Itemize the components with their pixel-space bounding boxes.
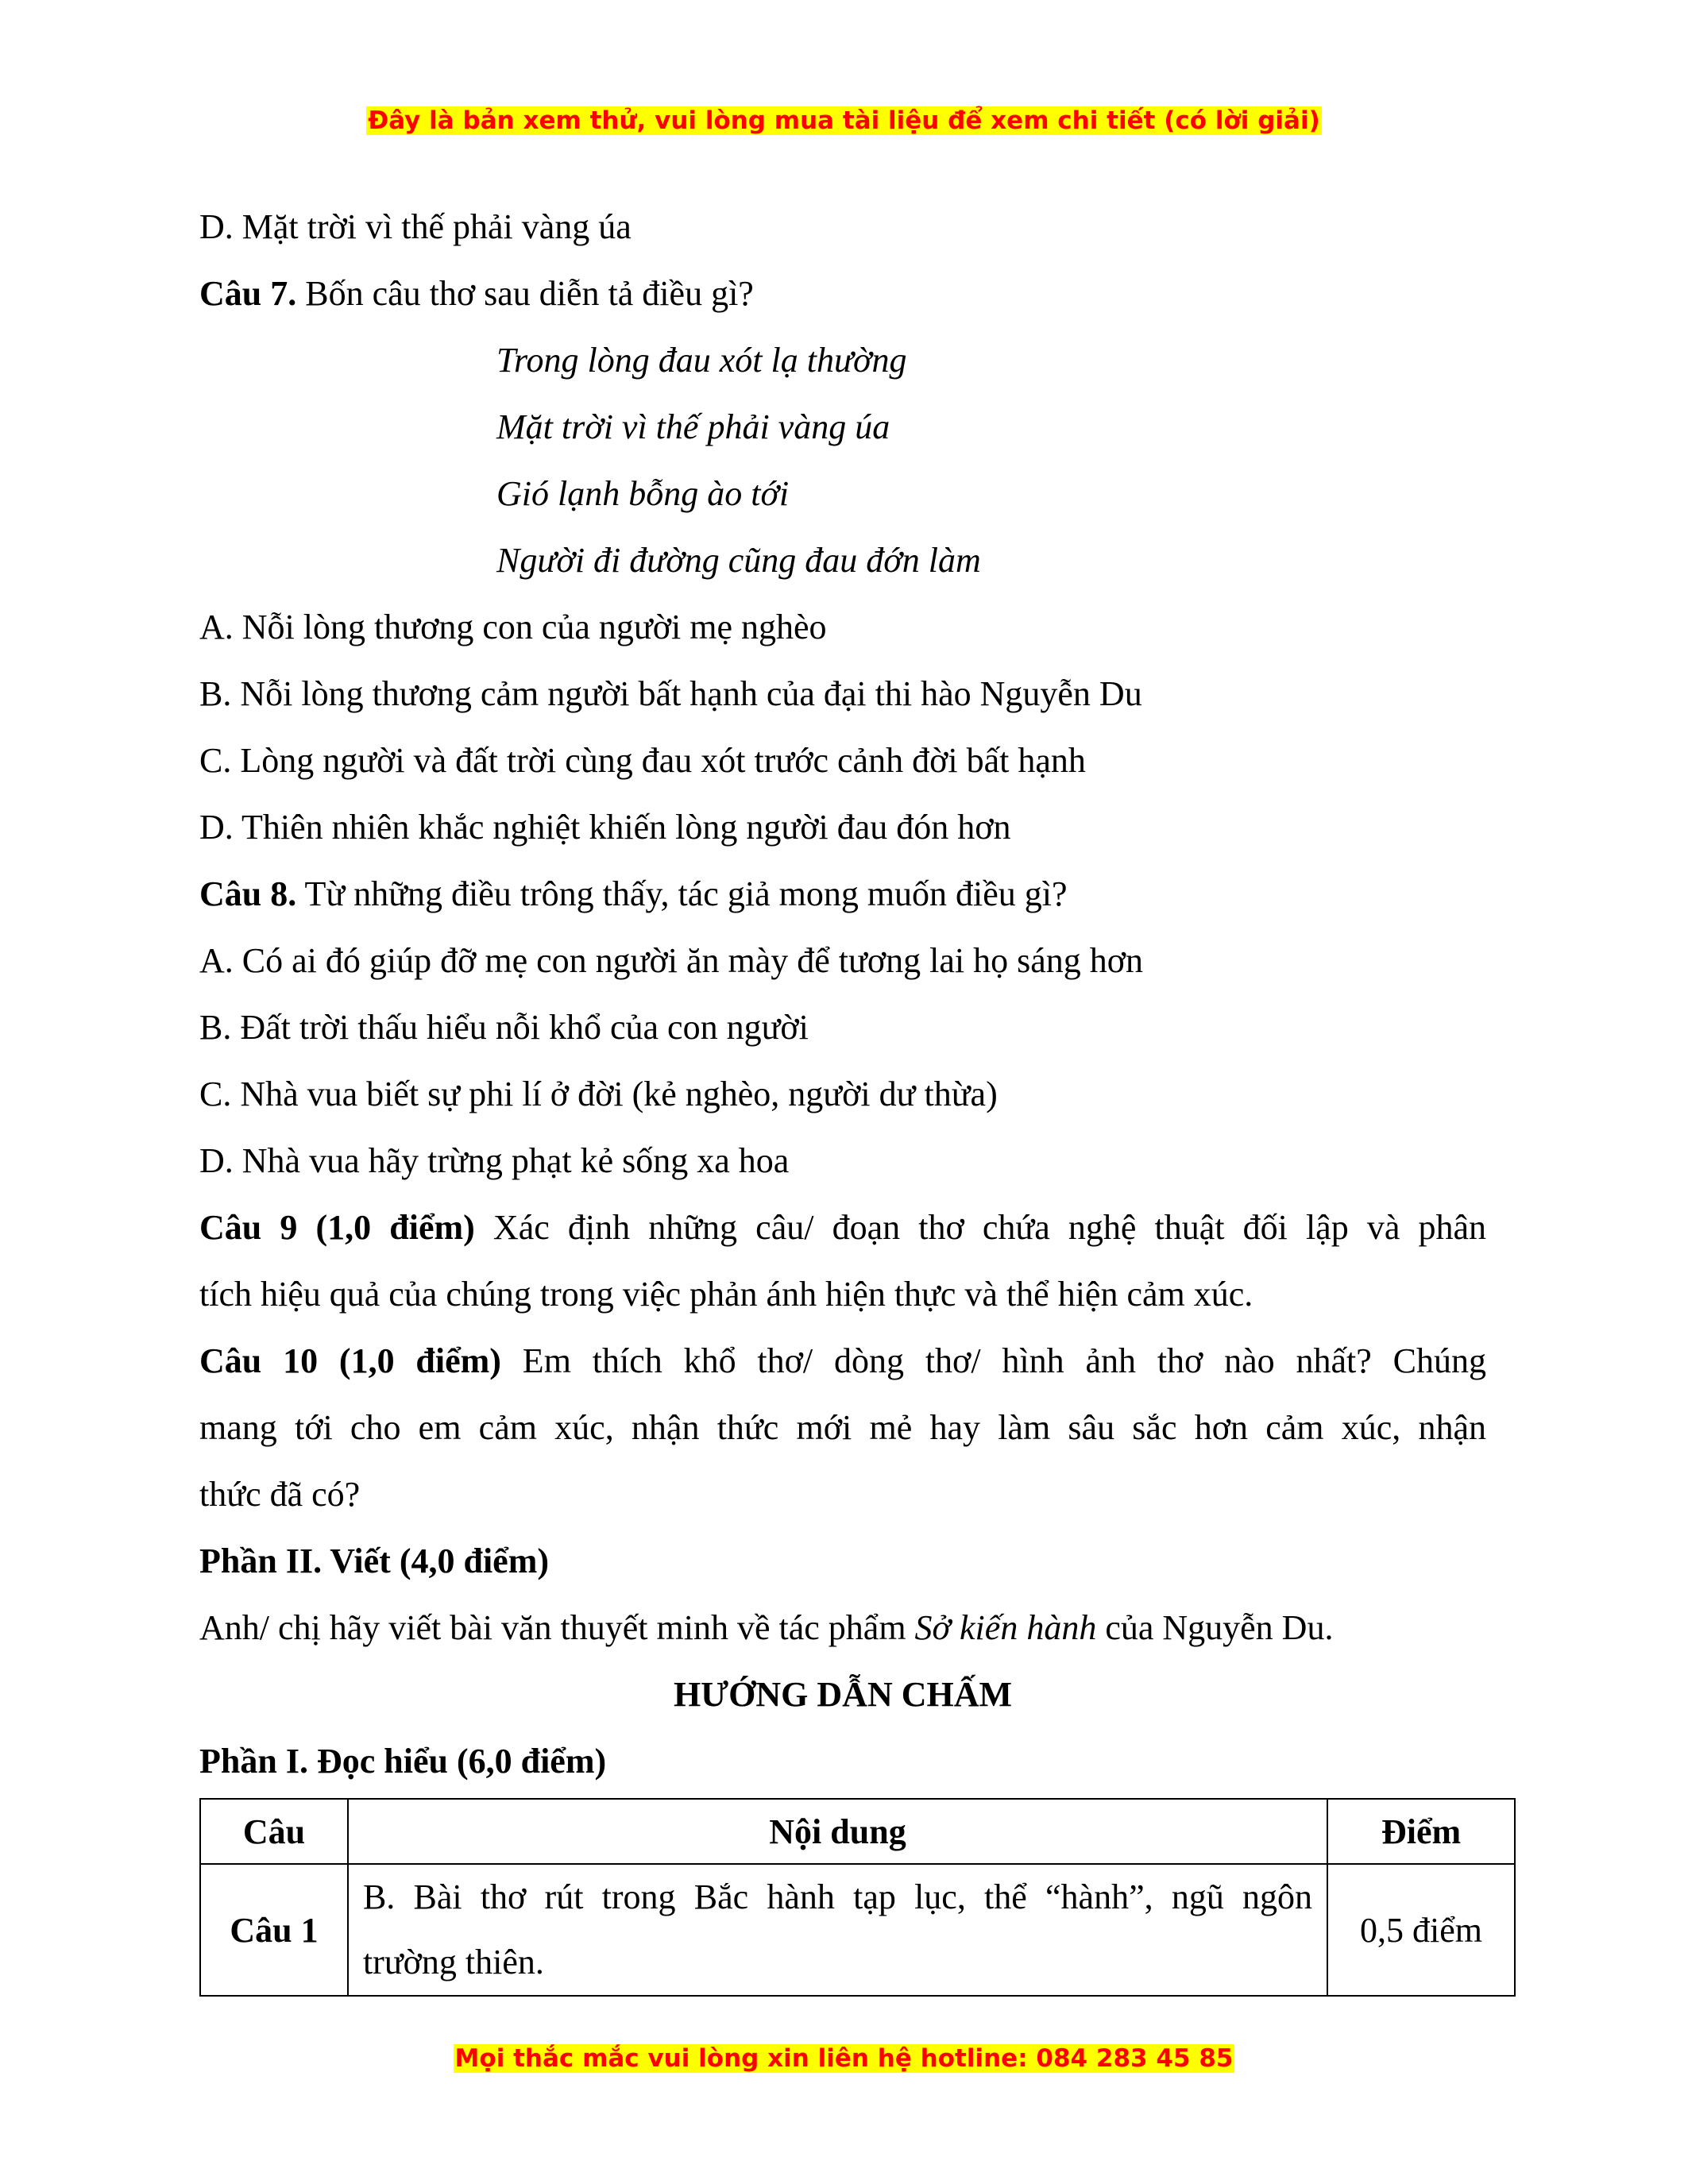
q10-text: Em thích khổ thơ/ dòng thơ/ hình ảnh thơ nào nhất? Chúng (500, 1341, 1487, 1380)
row-score: 0,5 điểm (1327, 1864, 1515, 1996)
part2-prompt-text: của Nguyễn Du. (1096, 1608, 1334, 1647)
part1-heading-text: Phần I. Đọc hiểu (6,0 điểm) (199, 1742, 607, 1781)
row-content-line: B. Bài thơ rút trong Bắc hành tạp lục, thể “hành”, ngũ ngôn (362, 1877, 1313, 1916)
q7-option-b: B. Nỗi lòng thương cảm người bất hạnh của đại thi hào Nguyễn Du (199, 674, 1142, 713)
q8-option-c: C. Nhà vua biết sự phi lí ở đời (kẻ nghèo, người dư thừa) (199, 1075, 998, 1113)
q10-label: Câu 10 (1,0 điểm) (199, 1341, 501, 1380)
q9-label: Câu 9 (1,0 điểm) (199, 1208, 475, 1247)
row-question: Câu 1 (200, 1864, 348, 1996)
hotline-banner (0, 2043, 1688, 2074)
header-content: Nội dung (348, 1799, 1327, 1864)
part1-heading (199, 1728, 1486, 1795)
part2-heading-text: Phần II. Viết (4,0 điểm) (199, 1542, 549, 1580)
q8-option-d: D. Nhà vua hãy trừng phạt kẻ sống xa hoa (199, 1141, 790, 1180)
table-row (200, 1864, 1515, 1996)
q7-poem-line: Gió lạnh bỗng ào tới (496, 474, 790, 513)
q7-option-d: D. Thiên nhiên khắc nghiệt khiến lòng người đau đón hơn (199, 808, 1011, 847)
q8-label: Câu 8. (199, 874, 297, 913)
q7-poem-line: Mặt trời vì thế phải vàng úa (496, 407, 890, 446)
q9-text: Xác định những câu/ đoạn thơ chứa nghệ thuật đối lập và phân (474, 1208, 1486, 1247)
q8-option-a: A. Có ai đó giúp đỡ mẹ con người ăn mày để tương lai họ sáng hơn (199, 941, 1144, 980)
hotline-text: Mọi thắc mắc vui lòng xin liên hệ hotline: 084 283 45 85 (454, 2044, 1234, 2073)
preview-notice-text: Đây là bản xem thử, vui lòng mua tài liệu để xem chi tiết (có lời giải) (368, 106, 1320, 135)
q10-question-line: mang tới cho em cảm xúc, nhận thức mới mẻ hay làm sâu sắc hơn cảm xúc, nhận (199, 1408, 1486, 1447)
row-content-line: trường thiên. (362, 1943, 544, 1981)
document-body (199, 194, 1486, 1795)
q10-question-line (199, 1328, 1486, 1395)
q7-option-a: A. Nỗi lòng thương con của người mẹ nghèo (199, 608, 827, 646)
header-score: Điểm (1327, 1799, 1515, 1864)
part2-prompt (199, 1595, 1486, 1661)
q8-question (199, 861, 1486, 928)
preview-notice-banner (0, 105, 1688, 137)
q7-poem-line: Trong lòng đau xót lạ thường (496, 341, 907, 380)
q7-question (199, 260, 1486, 327)
q10-question-line: thức đã có? (199, 1475, 361, 1514)
scoring-table (199, 1798, 1516, 1997)
part2-prompt-text: Anh/ chị hãy viết bài văn thuyết minh về tác phẩm (199, 1608, 915, 1647)
q7-question-text: Bốn câu thơ sau diễn tả điều gì? (296, 274, 754, 313)
part2-work-title: Sở kiến hành (914, 1608, 1097, 1647)
q9-question-line: tích hiệu quả của chúng trong việc phản ánh hiện thực và thể hiện cảm xúc. (199, 1275, 1253, 1314)
q8-option-b: B. Đất trời thấu hiểu nỗi khổ của con người (199, 1008, 809, 1047)
row-content (348, 1864, 1327, 1996)
table-header-row (200, 1799, 1515, 1864)
guide-heading: HƯỚNG DẪN CHẤM (673, 1675, 1013, 1714)
q6-option-d: D. Mặt trời vì thế phải vàng úa (199, 207, 632, 246)
header-question: Câu (200, 1799, 348, 1864)
q7-label: Câu 7. (199, 274, 297, 313)
q9-question-line (199, 1194, 1486, 1261)
q7-poem-line: Người đi đường cũng đau đớn làm (496, 541, 981, 580)
q8-question-text: Từ những điều trông thấy, tác giả mong muốn điều gì? (296, 874, 1068, 913)
q7-option-c: C. Lòng người và đất trời cùng đau xót trước cảnh đời bất hạnh (199, 741, 1086, 780)
part2-heading (199, 1528, 1486, 1595)
